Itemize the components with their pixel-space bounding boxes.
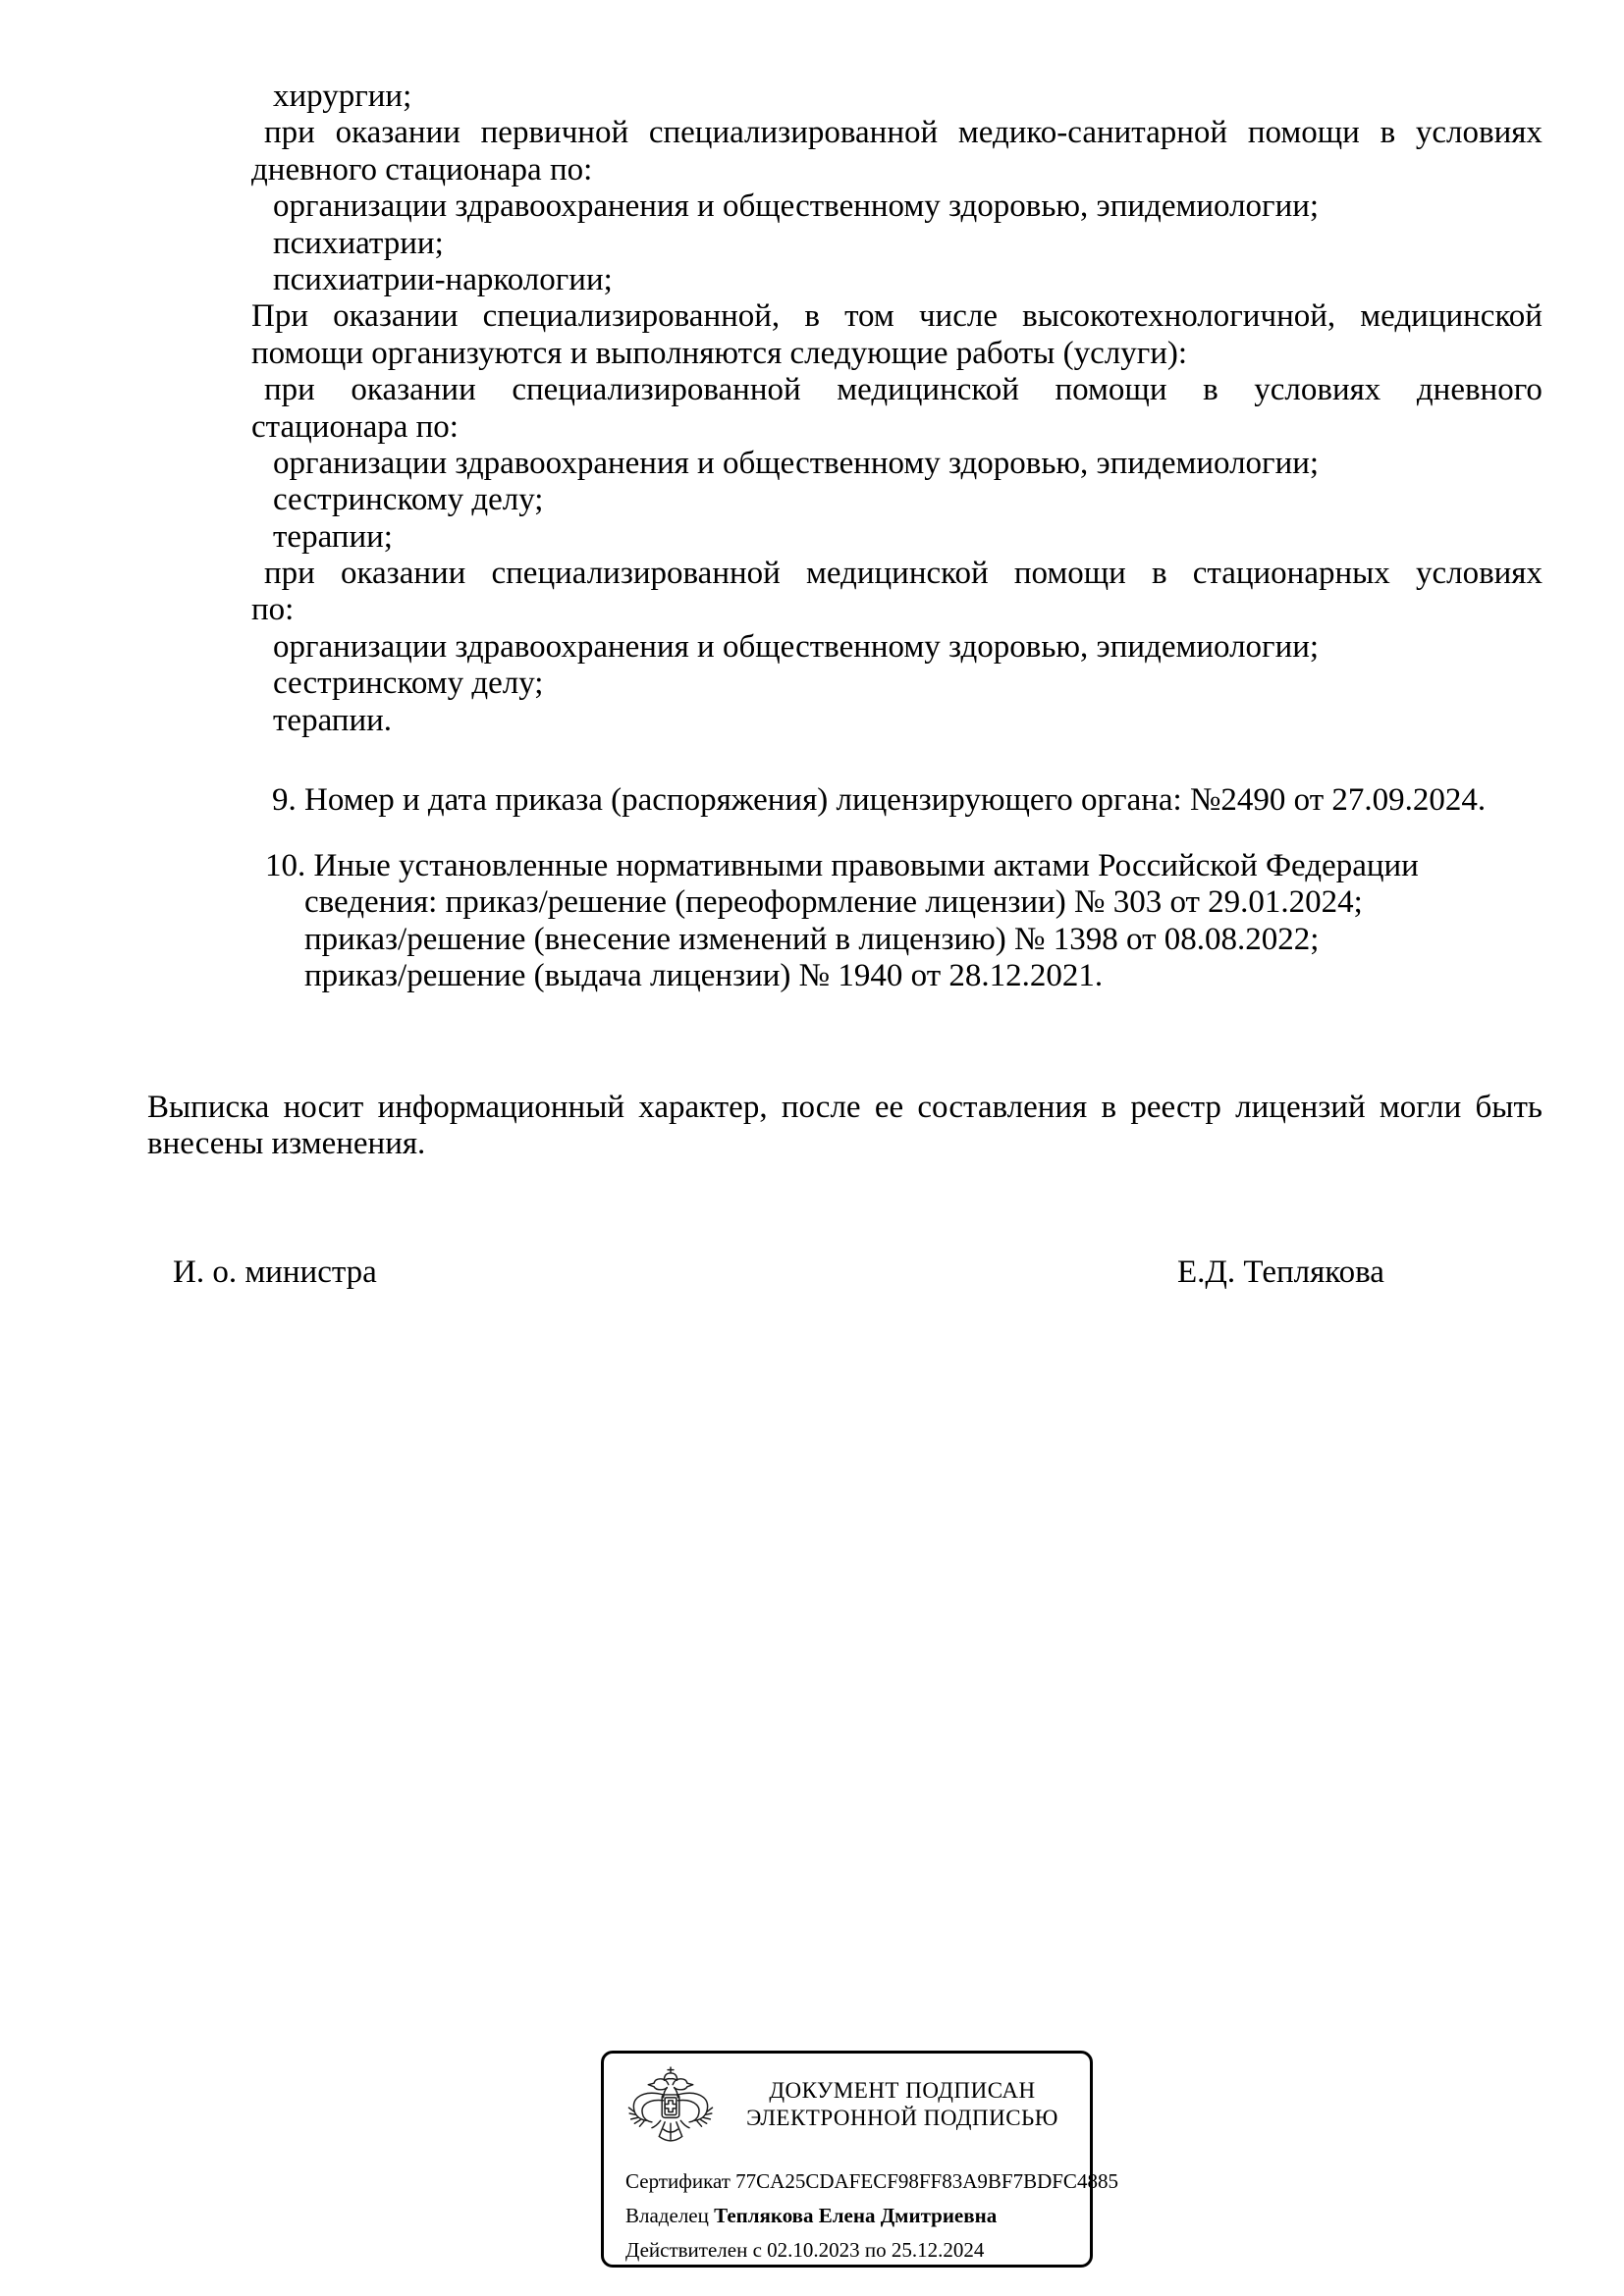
text-line: внесены изменения. <box>147 1126 426 1162</box>
text-line: терапии. <box>273 702 393 738</box>
text-line: организации здравоохранения и общественному здоровью, эпидемиологии; <box>273 445 1320 481</box>
stamp-title-line2: ЭЛЕКТРОННОЙ ПОДПИСЬЮ <box>746 2106 1058 2130</box>
text-line: при оказании специализированной медицинской помощи в стационарных условиях <box>264 556 1543 592</box>
text-line: при оказании специализированной медицинской помощи в условиях дневного <box>264 372 1543 408</box>
owner-label: Владелец <box>625 2204 709 2227</box>
certificate-line <box>625 2169 1118 2193</box>
owner-name: Теплякова Елена Дмитриевна <box>714 2204 998 2227</box>
text-line: хирургии; <box>273 79 412 114</box>
text-line: приказ/решение (внесение изменений в лицензию) № 1398 от 08.08.2022; <box>304 921 1320 957</box>
signatory-name: Е.Д. Теплякова <box>1177 1255 1384 1290</box>
certificate-value: 77CA25CDAFECF98FF83A9BF7BDFC4885 <box>735 2169 1118 2193</box>
section-9-order-number <box>251 782 1543 819</box>
license-works-list <box>251 79 1543 739</box>
electronic-signature-stamp <box>601 2051 1118 2268</box>
stamp-title <box>730 2077 1075 2132</box>
text-line: приказ/решение (выдача лицензии) № 1940 от 28.12.2021. <box>304 958 1104 994</box>
roszdravnadzor-emblem-icon <box>627 2065 714 2162</box>
validity-line: Действителен с 02.10.2023 по 25.12.2024 <box>625 2238 985 2262</box>
section-10-other-information <box>251 848 1543 995</box>
text-line: При оказании специализированной, в том числе высокотехнологичной, медицинской <box>251 298 1543 335</box>
text-line: организации здравоохранения и общественному здоровью, эпидемиологии; <box>273 188 1320 225</box>
text-line: стационара по: <box>251 408 459 445</box>
text-line: по: <box>251 592 295 628</box>
text-line: 9. Номер и дата приказа (распоряжения) лицензирующего органа: №2490 от 27.09.2024. <box>272 782 1487 818</box>
owner-line <box>625 2204 997 2227</box>
text-line: терапии; <box>273 518 393 555</box>
text-line: сестринскому делу; <box>273 482 544 518</box>
text-line: дневного стационара по: <box>251 151 593 187</box>
disclaimer-paragraph <box>147 1090 1543 1163</box>
signatory-position: И. о. министра <box>173 1255 377 1290</box>
text-line: психиатрии-наркологии; <box>273 261 613 297</box>
certificate-label: Сертификат <box>625 2169 731 2193</box>
text-line: 10. Иные установленные нормативными правовыми актами Российской Федерации <box>265 848 1419 883</box>
text-line: сведения: приказ/решение (переоформление лицензии) № 303 от 29.01.2024; <box>304 884 1363 921</box>
text-line: психиатрии; <box>273 225 444 261</box>
text-line: организации здравоохранения и общественному здоровью, эпидемиологии; <box>273 628 1320 665</box>
text-line: при оказании первичной специализированной медико-санитарной помощи в условиях <box>264 115 1543 151</box>
signature-row <box>0 1255 1624 1292</box>
text-line: Выписка носит информационный характер, после ее составления в реестр лицензий могли быть <box>147 1090 1543 1125</box>
text-line: помощи организуются и выполняются следующие работы (услуги): <box>251 335 1188 371</box>
text-line: сестринскому делу; <box>273 666 544 702</box>
stamp-title-line1: ДОКУМЕНТ ПОДПИСАН <box>769 2078 1036 2103</box>
